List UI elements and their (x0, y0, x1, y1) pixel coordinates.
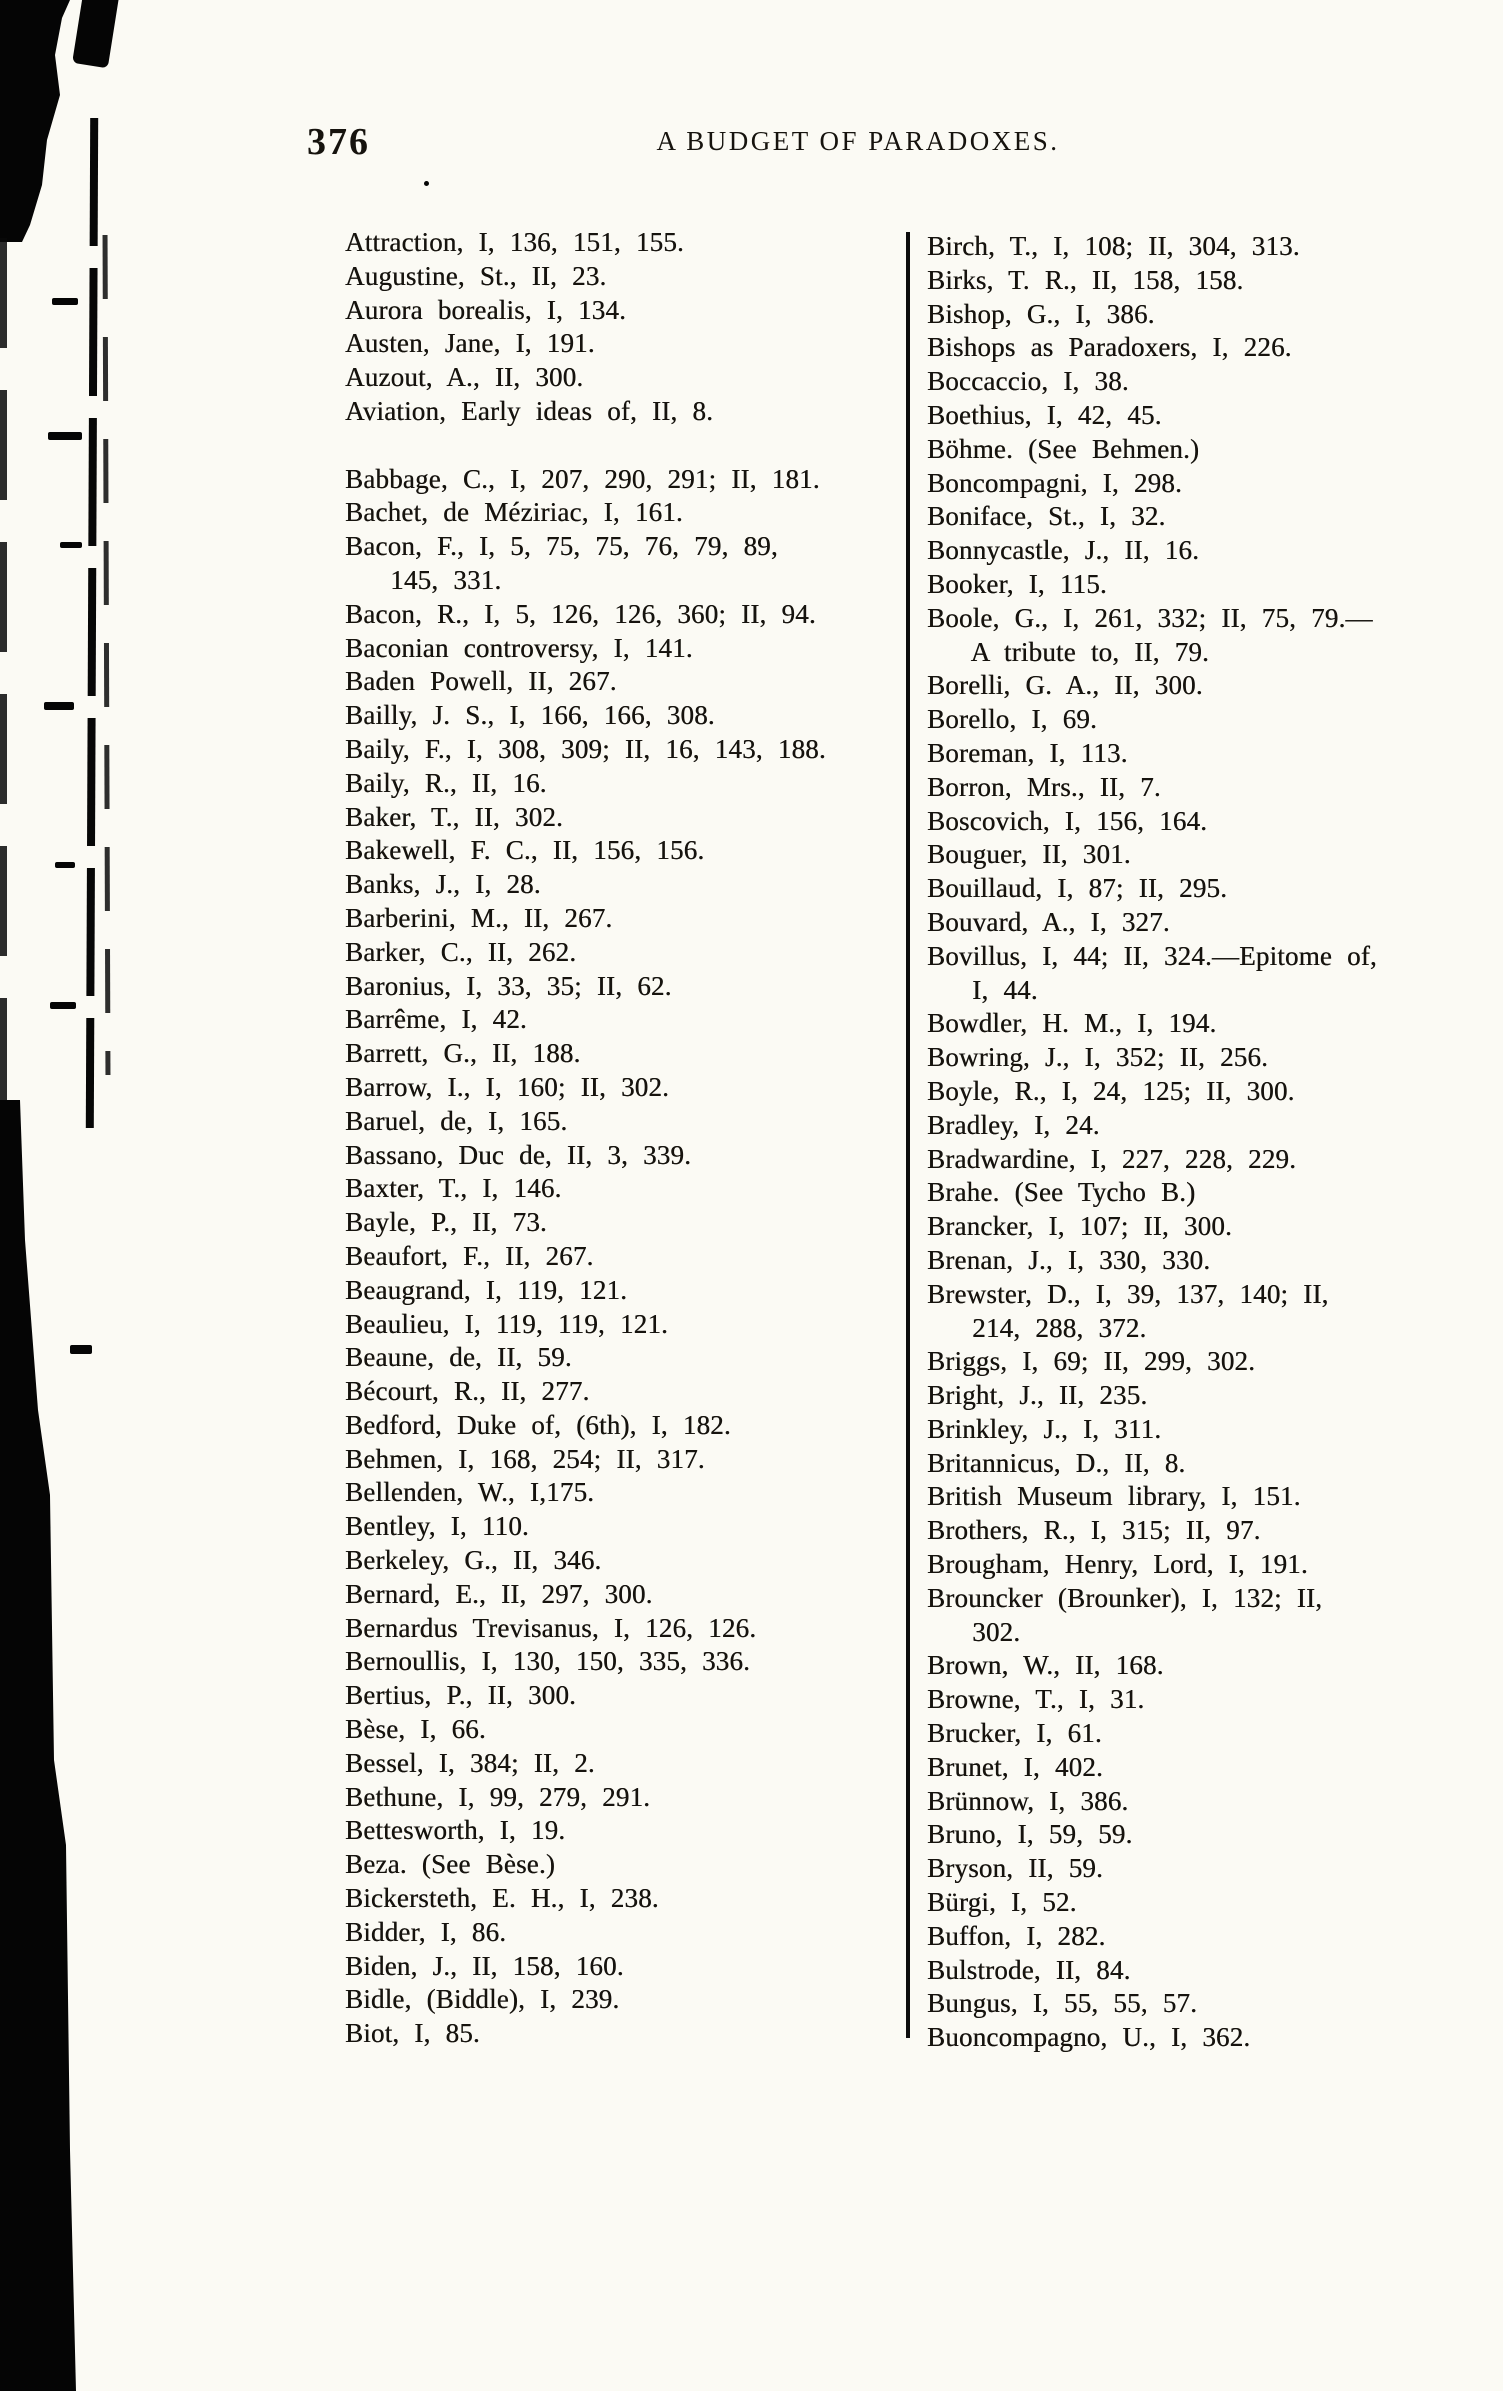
index-line: Beaulieu, I, 119, 119, 121. (345, 1308, 669, 1339)
index-line: Brougham, Henry, Lord, I, 191. (927, 1549, 1308, 1580)
index-line: Bishops as Paradoxers, I, 226. (927, 332, 1292, 363)
index-line: Auzout, A., II, 300. (345, 362, 584, 393)
index-line: Biot, I, 85. (345, 2018, 480, 2049)
index-line: Augustine, St., II, 23. (345, 260, 607, 291)
index-line: Babbage, C., I, 207, 290, 291; II, 181. (345, 463, 820, 494)
index-line: British Museum library, I, 151. (927, 1481, 1301, 1512)
index-line: Baily, F., I, 308, 309; II, 16, 143, 188. (345, 733, 826, 764)
index-line: Aviation, Early ideas of, II, 8. (345, 395, 714, 426)
index-line: Bidder, I, 86. (345, 1916, 507, 1947)
index-line: Bonnycastle, J., II, 16. (927, 535, 1200, 566)
scan-ink-tick (50, 1002, 76, 1009)
index-line: Beaufort, F., II, 267. (345, 1240, 594, 1271)
index-line: Brahe. (See Tycho B.) (927, 1177, 1196, 1208)
index-line: Bedford, Duke of, (6th), I, 182. (345, 1409, 731, 1440)
index-line: Böhme. (See Behmen.) (927, 433, 1200, 464)
index-line: Boniface, St., I, 32. (927, 501, 1166, 532)
index-line: Briggs, I, 69; II, 299, 302. (927, 1346, 1256, 1377)
index-line: Borelli, G. A., II, 300. (927, 670, 1203, 701)
index-line: Borello, I, 69. (927, 704, 1097, 735)
scan-ink-tick (48, 432, 82, 440)
index-line: Barker, C., II, 262. (345, 936, 577, 967)
index-line: Bachet, de Méziriac, I, 161. (345, 497, 683, 528)
index-line: Behmen, I, 168, 254; II, 317. (345, 1443, 705, 1474)
index-line: Bowring, J., I, 352; II, 256. (927, 1042, 1269, 1073)
index-line: Bernard, E., II, 297, 300. (345, 1578, 653, 1609)
index-line: Boncompagni, I, 298. (927, 467, 1182, 498)
index-line: 145, 331. (345, 564, 502, 595)
index-line: Birks, T. R., II, 158, 158. (927, 264, 1244, 295)
index-line: Bulstrode, II, 84. (927, 1954, 1131, 1985)
index-line: Boscovich, I, 156, 164. (927, 805, 1208, 836)
index-line: Barberini, M., II, 267. (345, 902, 613, 933)
scan-ink-tick (52, 298, 78, 305)
page-number: 376 (307, 121, 370, 163)
index-line: Banks, J., I, 28. (345, 869, 541, 900)
index-line: Bungus, I, 55, 55, 57. (927, 1988, 1198, 2019)
index-line: Bowdler, H. M., I, 194. (927, 1008, 1217, 1039)
index-line: Aurora borealis, I, 134. (345, 294, 627, 325)
index-line: Baruel, de, I, 165. (345, 1105, 568, 1136)
index-line: Bentley, I, 110. (345, 1511, 529, 1542)
index-line: Boyle, R., I, 24, 125; II, 300. (927, 1075, 1295, 1106)
index-line: Baconian controversy, I, 141. (345, 632, 693, 663)
index-line: Brinkley, J., I, 311. (927, 1413, 1162, 1444)
index-line: Brünnow, I, 386. (927, 1785, 1129, 1816)
index-line: Bertius, P., II, 300. (345, 1680, 576, 1711)
column-divider (906, 232, 910, 2038)
index-line: Boccaccio, I, 38. (927, 366, 1129, 397)
index-line: I, 44. (927, 974, 1038, 1005)
index-line: Bidle, (Biddle), I, 239. (345, 1984, 620, 2015)
scan-ink-tick (70, 1345, 92, 1354)
index-line: Bèse, I, 66. (345, 1714, 486, 1745)
index-line: Bürgi, I, 52. (927, 1887, 1077, 1918)
index-line: Borron, Mrs., II, 7. (927, 771, 1161, 802)
index-line: Bickersteth, E. H., I, 238. (345, 1883, 659, 1914)
index-line: Booker, I, 115. (927, 568, 1107, 599)
index-line: Baden Powell, II, 267. (345, 666, 617, 697)
index-line: Brouncker (Brounker), I, 132; II, (927, 1582, 1323, 1613)
index-line: Bernardus Trevisanus, I, 126, 126. (345, 1612, 757, 1643)
index-line: Brown, W., II, 168. (927, 1650, 1164, 1681)
index-line: Brenan, J., I, 330, 330. (927, 1244, 1211, 1275)
index-line: Austen, Jane, I, 191. (345, 328, 595, 359)
index-line: Boole, G., I, 261, 332; II, 75, 79.— (927, 602, 1373, 633)
scan-ink-speck (424, 181, 429, 186)
index-line: Bessel, I, 384; II, 2. (345, 1747, 595, 1778)
scan-ink-blob-top-2 (72, 0, 120, 68)
index-line: Beaugrand, I, 119, 121. (345, 1274, 628, 1305)
running-header: A BUDGET OF PARADOXES. (656, 126, 1060, 156)
index-line: Bouvard, A., I, 327. (927, 906, 1170, 937)
index-line: Buoncompagno, U., I, 362. (927, 2022, 1251, 2053)
index-line: Bovillus, I, 44; II, 324.—Epitome of, (927, 940, 1377, 971)
index-line (345, 429, 893, 463)
index-line: Bruno, I, 59, 59. (927, 1819, 1133, 1850)
scan-ink-band-bottom (0, 1100, 90, 2391)
scan-ink-tick (60, 542, 82, 548)
index-line: Bacon, F., I, 5, 75, 75, 76, 79, 89, (345, 531, 778, 562)
index-line: Biden, J., II, 158, 160. (345, 1950, 624, 1981)
index-line: Bethune, I, 99, 279, 291. (345, 1781, 651, 1812)
scan-ink-edge-strip (0, 238, 7, 1150)
index-line: Baxter, T., I, 146. (345, 1173, 562, 1204)
index-line: Brothers, R., I, 315; II, 97. (927, 1515, 1261, 1546)
scan-ink-vertical-line (103, 235, 111, 1075)
index-line: Bettesworth, I, 19. (345, 1815, 566, 1846)
index-line: Attraction, I, 136, 151, 155. (345, 227, 684, 257)
index-line: A tribute to, II, 79. (927, 636, 1209, 667)
index-line: Bradley, I, 24. (927, 1109, 1100, 1140)
index-line: 302. (927, 1616, 1021, 1647)
index-line: Bécourt, R., II, 277. (345, 1376, 590, 1407)
index-line: Beza. (See Bèse.) (345, 1849, 556, 1880)
index-line: Bakewell, F. C., II, 156, 156. (345, 835, 705, 866)
index-line: Browne, T., I, 31. (927, 1684, 1145, 1715)
index-line: Boethius, I, 42, 45. (927, 399, 1162, 430)
index-line: Brunet, I, 402. (927, 1751, 1103, 1782)
index-line: 214, 288, 372. (927, 1312, 1147, 1343)
index-line: Berkeley, G., II, 346. (345, 1545, 602, 1576)
index-line: Brewster, D., I, 39, 137, 140; II, (927, 1278, 1329, 1309)
index-line: Baily, R., II, 16. (345, 767, 547, 798)
index-line: Bayle, P., II, 73. (345, 1207, 547, 1238)
index-line: Buffon, I, 282. (927, 1920, 1106, 1951)
index-line: Bouillaud, I, 87; II, 295. (927, 873, 1228, 904)
index-column-left (345, 226, 893, 2051)
index-line: Barrow, I., I, 160; II, 302. (345, 1071, 670, 1102)
index-line: Beaune, de, II, 59. (345, 1342, 572, 1373)
index-line: Bishop, G., I, 386. (927, 298, 1155, 329)
index-column-right (927, 230, 1475, 2055)
scan-ink-tick (55, 862, 75, 868)
index-line: Bacon, R., I, 5, 126, 126, 360; II, 94. (345, 598, 816, 629)
index-line: Bernoullis, I, 130, 150, 335, 336. (345, 1646, 751, 1677)
index-line: Birch, T., I, 108; II, 304, 313. (927, 231, 1300, 261)
index-line: Brancker, I, 107; II, 300. (927, 1211, 1232, 1242)
index-line: Baker, T., II, 302. (345, 801, 563, 832)
index-line: Bassano, Duc de, II, 3, 339. (345, 1139, 692, 1170)
index-line: Boreman, I, 113. (927, 737, 1128, 768)
index-line: Bailly, J. S., I, 166, 166, 308. (345, 700, 715, 731)
index-line: Bryson, II, 59. (927, 1853, 1103, 1884)
index-line: Britannicus, D., II, 8. (927, 1447, 1186, 1478)
index-line: Bradwardine, I, 227, 228, 229. (927, 1143, 1297, 1174)
index-line: Brucker, I, 61. (927, 1718, 1102, 1749)
index-line: Bellenden, W., I,175. (345, 1477, 595, 1508)
index-line: Barrême, I, 42. (345, 1004, 527, 1035)
index-line: Bright, J., II, 235. (927, 1380, 1148, 1411)
scan-ink-vertical-line (86, 118, 98, 1128)
index-line: Baronius, I, 33, 35; II, 62. (345, 970, 672, 1001)
index-line: Bouguer, II, 301. (927, 839, 1131, 870)
scan-ink-tick (44, 702, 74, 710)
index-line: Barrett, G., II, 188. (345, 1038, 581, 1069)
